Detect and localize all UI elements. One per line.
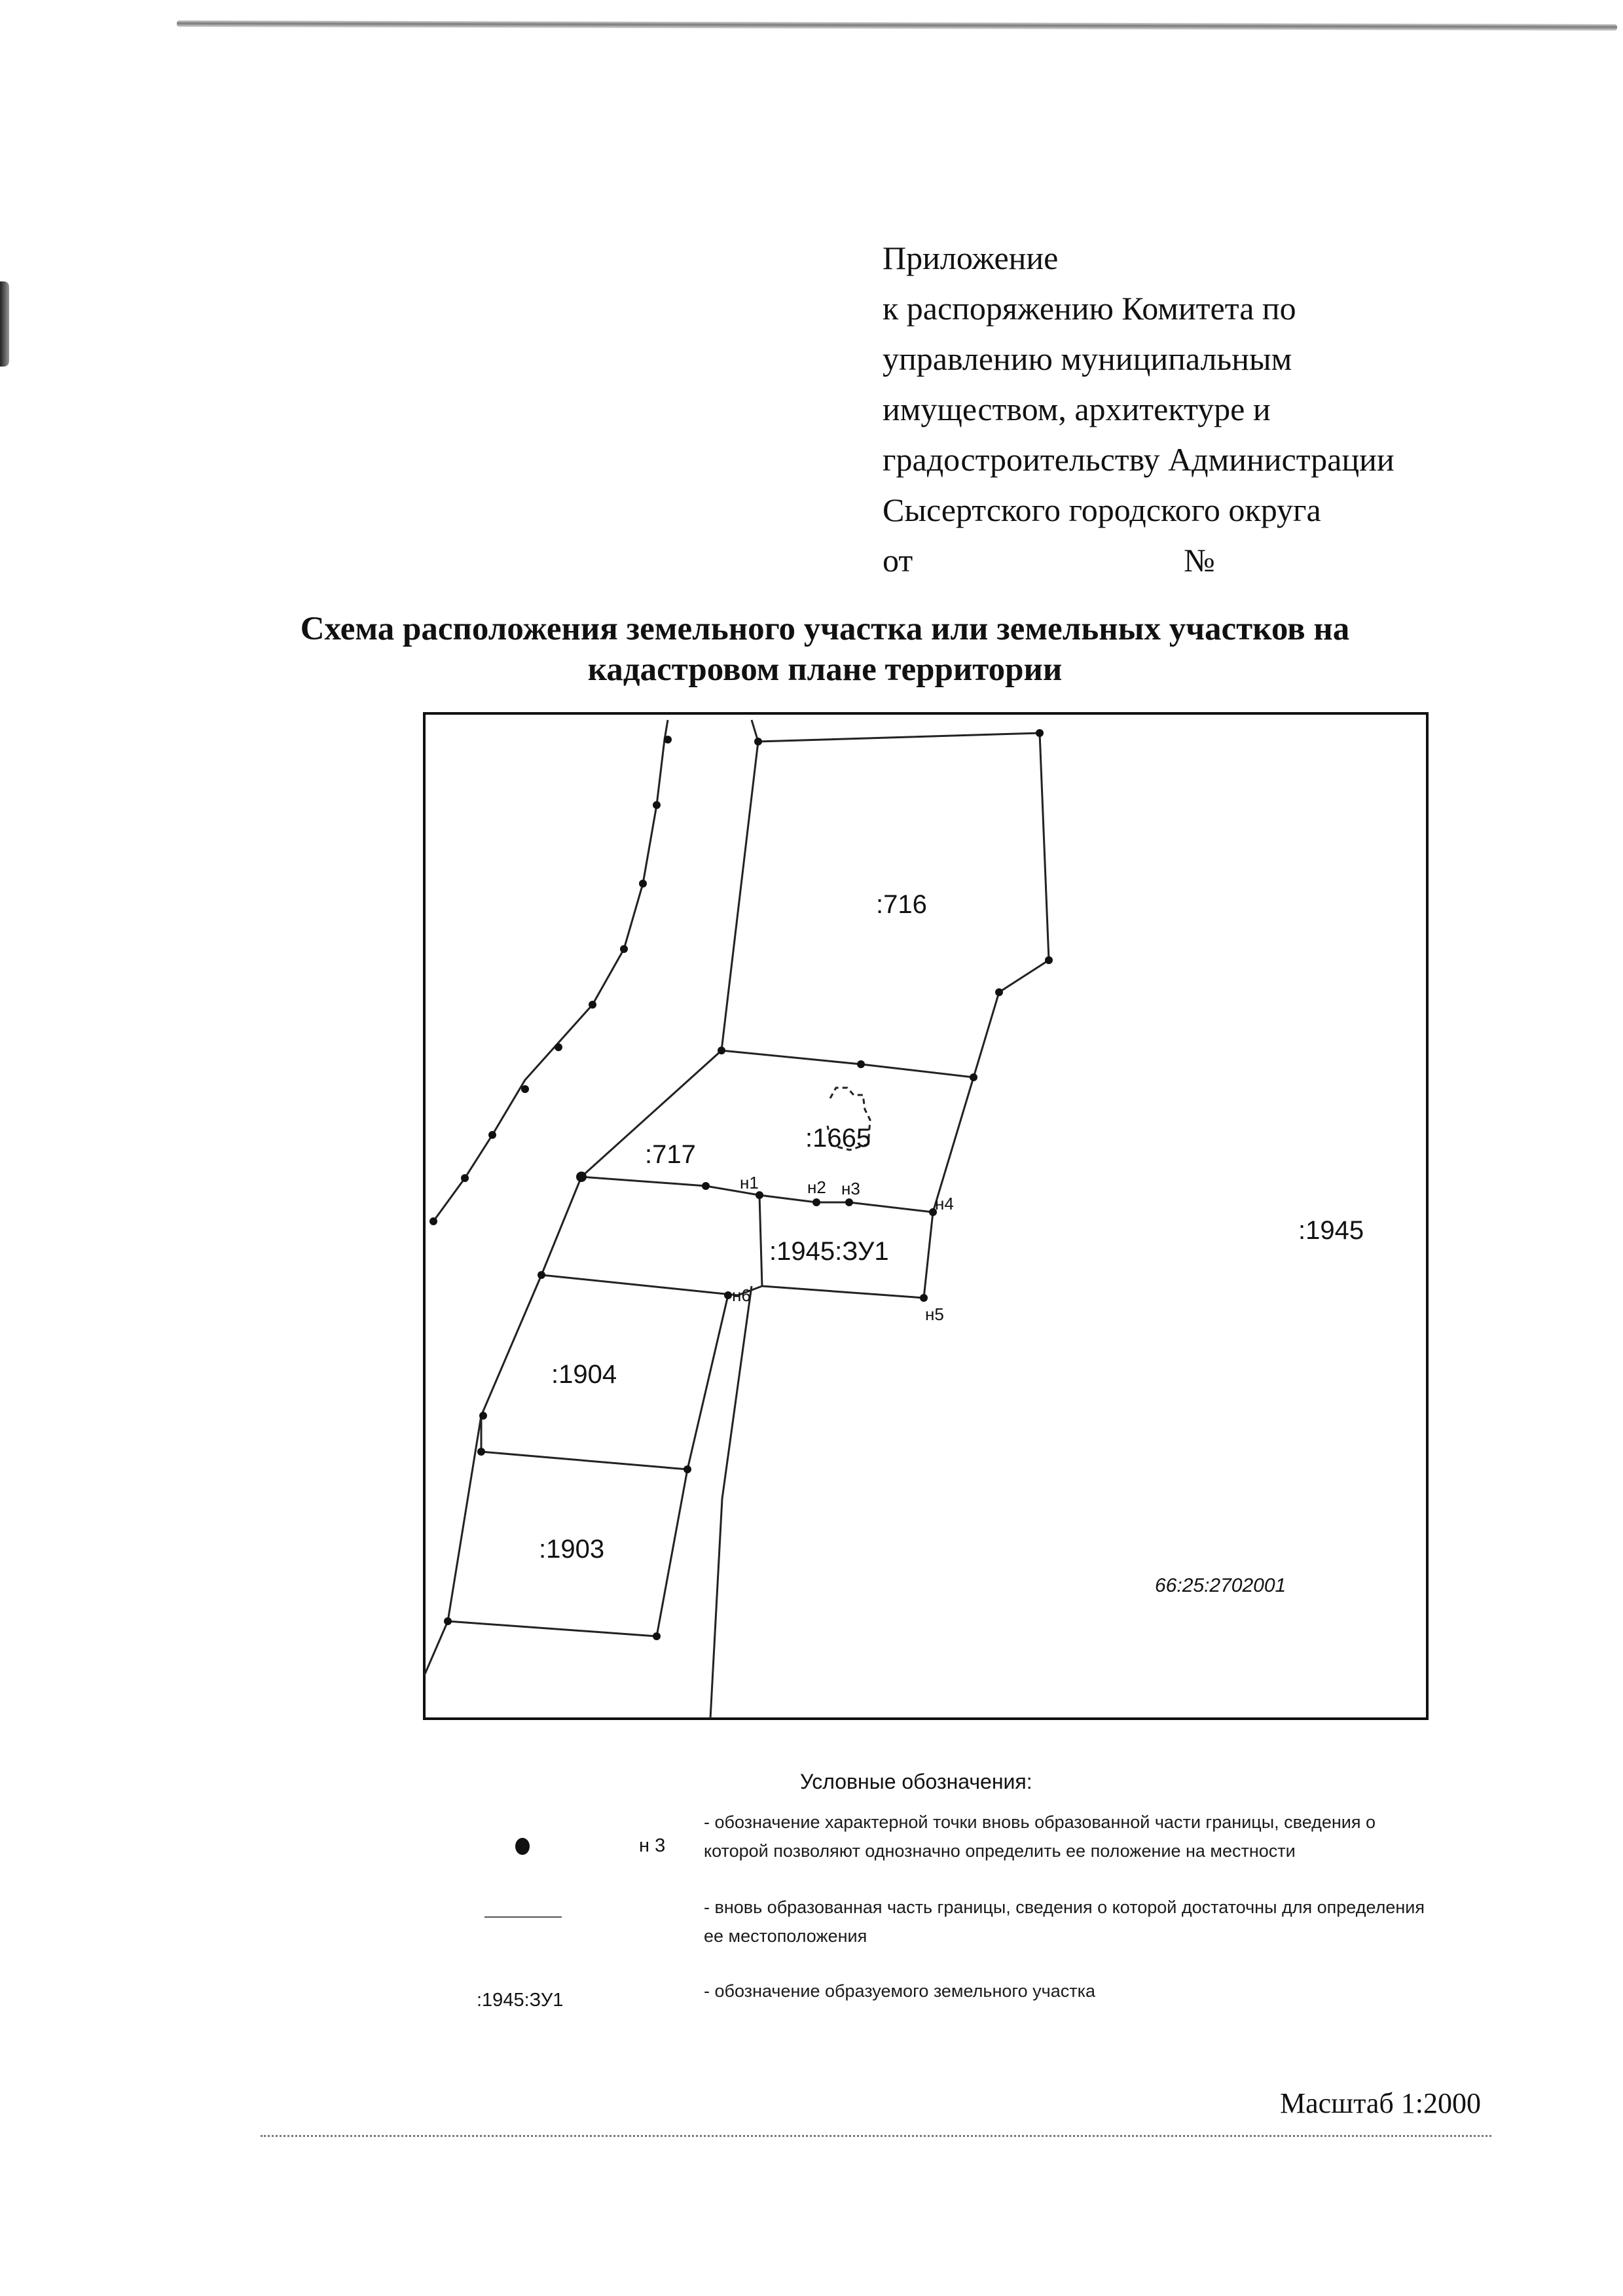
vertex	[664, 736, 672, 744]
vertex	[479, 1412, 487, 1420]
vertex	[444, 1617, 452, 1625]
date-label: от	[883, 542, 913, 579]
appendix-line: к распоряжению Комитета по	[883, 290, 1296, 327]
legend-point-label: н 3	[639, 1835, 666, 1856]
vertex	[576, 1172, 587, 1182]
boundary-1665	[581, 1077, 974, 1212]
vertex	[970, 1073, 977, 1081]
vertex	[724, 1291, 732, 1299]
point-label-n6: н6	[732, 1285, 751, 1305]
vertex	[754, 738, 762, 745]
point-label-n2: н2	[807, 1177, 826, 1197]
vertex	[995, 988, 1003, 996]
parcel-label-1903: :1903	[539, 1535, 605, 1564]
parcel-label-1665: :1665	[805, 1124, 871, 1153]
vertex	[718, 1047, 725, 1054]
parcel-boundaries	[424, 720, 1049, 1719]
appendix-line: управлению муниципальным	[883, 340, 1292, 377]
boundary-east-strip	[710, 1286, 752, 1719]
legend-line-symbol	[484, 1916, 562, 1918]
vertex	[429, 1217, 437, 1225]
title-line-2: кадастровом плане территории	[587, 651, 1063, 688]
vertex	[620, 945, 628, 953]
vertex	[477, 1448, 485, 1456]
vertex	[1045, 956, 1053, 964]
boundary-1903	[481, 1416, 687, 1469]
title-line-1: Схема расположения земельного участка или земельных участков на	[300, 611, 1350, 647]
parcel-label-1945-zu1: :1945:ЗУ1	[769, 1237, 889, 1266]
vertex	[920, 1294, 928, 1302]
number-label: №	[1184, 542, 1215, 579]
map-scale: Масштаб 1:2000	[1280, 2087, 1481, 2119]
legend-parcel-symbol: :1945:ЗУ1	[477, 1990, 564, 2011]
vertex	[684, 1465, 691, 1473]
legend-point-description: - обозначение характерной точки вновь образованной части границы, сведения о которой позволяют однозначно определить ее положение на местности	[704, 1812, 1376, 1861]
parcel-label-716: :716	[876, 890, 927, 919]
legend-title: Условные обозначения:	[800, 1770, 1032, 1793]
appendix-line: Сысертского городского округа	[883, 492, 1321, 528]
legend-point-symbol	[515, 1838, 530, 1855]
vertex	[653, 801, 661, 809]
vertex	[555, 1043, 562, 1051]
vertex	[589, 1001, 596, 1009]
legend-line-description: - вновь образованная часть границы, сведения о которой достаточны для определения ее местоположения	[704, 1897, 1425, 1946]
vertex	[702, 1182, 710, 1190]
point-label-n1: н1	[740, 1173, 759, 1193]
appendix-line: Приложение	[883, 240, 1059, 276]
parcel-label-1904: :1904	[551, 1360, 617, 1389]
vertex	[857, 1060, 865, 1068]
vertex	[488, 1131, 496, 1139]
cadastral-block-number: 66:25:2702001	[1155, 1575, 1286, 1596]
vertex	[538, 1271, 545, 1279]
bottom-rule	[261, 2135, 1491, 2137]
vertex	[521, 1085, 529, 1093]
vertex	[1036, 729, 1044, 737]
parcel-label-717: :717	[645, 1140, 696, 1169]
road-edge-right	[424, 720, 758, 1676]
point-label-n4: н4	[935, 1194, 954, 1213]
appendix-line: градостроительству Администрации	[883, 441, 1395, 478]
vertex	[461, 1174, 469, 1182]
parcel-label-1945: :1945	[1298, 1216, 1364, 1245]
vertex	[639, 880, 647, 888]
legend-parcel-description: - обозначение образуемого земельного участка	[704, 1981, 1096, 2001]
point-label-n5: н5	[925, 1304, 944, 1324]
appendix-line: имуществом, архитектуре и	[883, 391, 1271, 427]
vertex	[812, 1198, 820, 1206]
point-label-n3: н3	[841, 1179, 860, 1198]
map-frame	[424, 713, 1427, 1719]
vertex	[845, 1198, 853, 1206]
vertex	[653, 1632, 661, 1640]
road-edge-left	[433, 720, 668, 1221]
